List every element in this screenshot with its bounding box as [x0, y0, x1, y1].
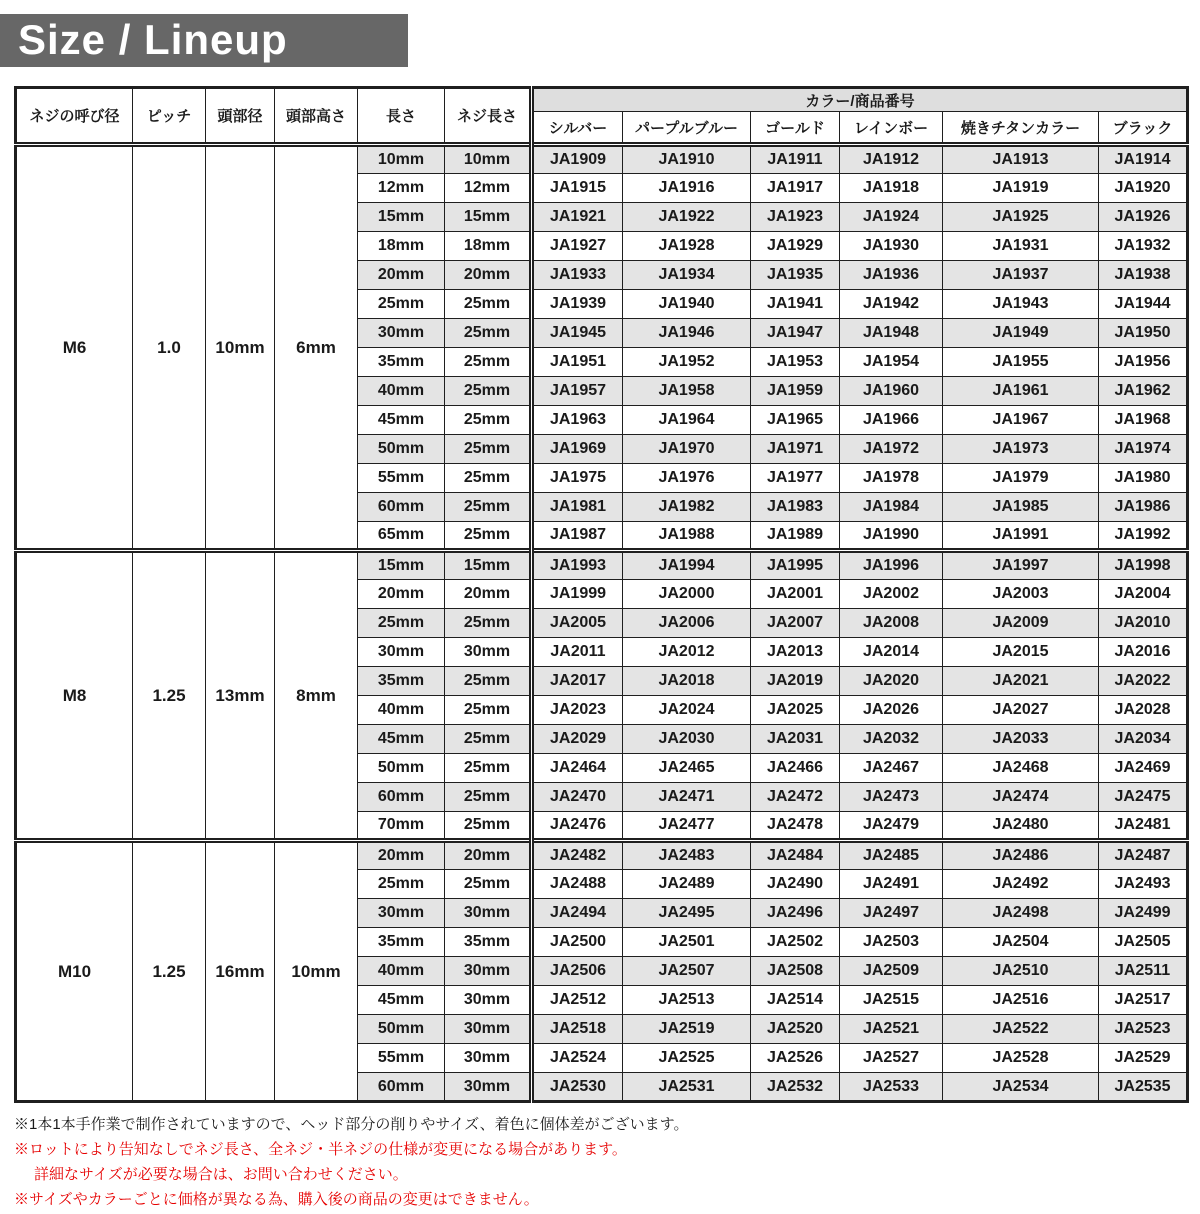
thread-length-cell: 25mm	[445, 290, 532, 319]
product-code-cell: JA1998	[1099, 551, 1188, 580]
product-code-cell: JA2514	[751, 986, 840, 1015]
product-code-cell: JA1919	[943, 174, 1099, 203]
product-code-cell: JA1914	[1099, 145, 1188, 174]
product-code-cell: JA2004	[1099, 580, 1188, 609]
thread-length-cell: 25mm	[445, 696, 532, 725]
header-head-height: 頭部高さ	[275, 88, 358, 145]
product-code-cell: JA2009	[943, 609, 1099, 638]
product-code-cell: JA2010	[1099, 609, 1188, 638]
product-code-cell: JA1965	[751, 406, 840, 435]
product-code-cell: JA2488	[532, 870, 623, 899]
thread-length-cell: 25mm	[445, 319, 532, 348]
thread-length-cell: 25mm	[445, 377, 532, 406]
product-code-cell: JA1942	[840, 290, 943, 319]
product-code-cell: JA1951	[532, 348, 623, 377]
product-code-cell: JA2006	[623, 609, 751, 638]
length-cell: 35mm	[358, 348, 445, 377]
length-cell: 20mm	[358, 580, 445, 609]
product-code-cell: JA2015	[943, 638, 1099, 667]
product-code-cell: JA2530	[532, 1073, 623, 1102]
length-cell: 18mm	[358, 232, 445, 261]
product-code-cell: JA2465	[623, 754, 751, 783]
product-code-cell: JA1940	[623, 290, 751, 319]
product-code-cell: JA2478	[751, 812, 840, 841]
product-code-cell: JA2479	[840, 812, 943, 841]
product-code-cell: JA2526	[751, 1044, 840, 1073]
page	[0, 14, 1200, 1212]
product-code-cell: JA2521	[840, 1015, 943, 1044]
product-code-cell: JA2485	[840, 841, 943, 870]
product-code-cell: JA1988	[623, 522, 751, 551]
product-code-cell: JA1990	[840, 522, 943, 551]
product-code-cell: JA2473	[840, 783, 943, 812]
thread-length-cell: 25mm	[445, 609, 532, 638]
product-code-cell: JA2002	[840, 580, 943, 609]
thread-length-cell: 30mm	[445, 1044, 532, 1073]
product-code-cell: JA2017	[532, 667, 623, 696]
product-code-cell: JA1996	[840, 551, 943, 580]
product-code-cell: JA2501	[623, 928, 751, 957]
product-code-cell: JA1992	[1099, 522, 1188, 551]
header-head-diameter: 頭部径	[206, 88, 275, 145]
spec-diameter-cell: M8	[16, 551, 133, 841]
product-code-cell: JA2008	[840, 609, 943, 638]
product-code-cell: JA1946	[623, 319, 751, 348]
product-code-cell: JA1935	[751, 261, 840, 290]
product-code-cell: JA2484	[751, 841, 840, 870]
product-code-cell: JA1957	[532, 377, 623, 406]
product-code-cell: JA1979	[943, 464, 1099, 493]
product-code-cell: JA2511	[1099, 957, 1188, 986]
product-code-cell: JA1925	[943, 203, 1099, 232]
header-screw-diameter: ネジの呼び径	[16, 88, 133, 145]
product-code-cell: JA2468	[943, 754, 1099, 783]
spec-diameter-cell: M10	[16, 841, 133, 1102]
product-code-cell: JA1922	[623, 203, 751, 232]
product-code-cell: JA1930	[840, 232, 943, 261]
product-code-cell: JA2470	[532, 783, 623, 812]
length-cell: 65mm	[358, 522, 445, 551]
length-cell: 35mm	[358, 667, 445, 696]
product-code-cell: JA1978	[840, 464, 943, 493]
product-code-cell: JA2033	[943, 725, 1099, 754]
product-code-cell: JA1924	[840, 203, 943, 232]
product-code-cell: JA1920	[1099, 174, 1188, 203]
spec-head-height-cell: 10mm	[275, 841, 358, 1102]
thread-length-cell: 25mm	[445, 406, 532, 435]
product-code-cell: JA2490	[751, 870, 840, 899]
length-cell: 30mm	[358, 899, 445, 928]
size-lineup-table	[14, 86, 1189, 1103]
product-code-cell: JA2472	[751, 783, 840, 812]
thread-length-cell: 25mm	[445, 667, 532, 696]
product-code-cell: JA2471	[623, 783, 751, 812]
product-code-cell: JA1969	[532, 435, 623, 464]
product-code-cell: JA1989	[751, 522, 840, 551]
length-cell: 60mm	[358, 783, 445, 812]
product-code-cell: JA1945	[532, 319, 623, 348]
product-code-cell: JA2482	[532, 841, 623, 870]
product-code-cell: JA1954	[840, 348, 943, 377]
length-cell: 55mm	[358, 1044, 445, 1073]
product-code-cell: JA2509	[840, 957, 943, 986]
header-color-silver: シルバー	[532, 112, 623, 145]
product-code-cell: JA1921	[532, 203, 623, 232]
product-code-cell: JA2531	[623, 1073, 751, 1102]
product-code-cell: JA2029	[532, 725, 623, 754]
length-cell: 15mm	[358, 203, 445, 232]
product-code-cell: JA2475	[1099, 783, 1188, 812]
product-code-cell: JA2005	[532, 609, 623, 638]
thread-length-cell: 25mm	[445, 348, 532, 377]
product-code-cell: JA1977	[751, 464, 840, 493]
product-code-cell: JA1971	[751, 435, 840, 464]
product-code-cell: JA2497	[840, 899, 943, 928]
product-code-cell: JA2469	[1099, 754, 1188, 783]
product-code-cell: JA2510	[943, 957, 1099, 986]
length-cell: 40mm	[358, 696, 445, 725]
product-code-cell: JA2524	[532, 1044, 623, 1073]
note-contact-for-size: 詳細なサイズが必要な場合は、お問い合わせください。	[34, 1166, 408, 1183]
spec-head-height-cell: 8mm	[275, 551, 358, 841]
product-code-cell: JA2028	[1099, 696, 1188, 725]
note-no-exchange: ※サイズやカラーごとに価格が異なる為、購入後の商品の変更はできません。	[14, 1191, 539, 1208]
product-code-cell: JA1916	[623, 174, 751, 203]
product-code-cell: JA1934	[623, 261, 751, 290]
product-code-cell: JA1981	[532, 493, 623, 522]
product-code-cell: JA2504	[943, 928, 1099, 957]
product-code-cell: JA2011	[532, 638, 623, 667]
product-code-cell: JA1987	[532, 522, 623, 551]
thread-length-cell: 20mm	[445, 580, 532, 609]
thread-length-cell: 35mm	[445, 928, 532, 957]
product-code-cell: JA1962	[1099, 377, 1188, 406]
product-code-cell: JA2027	[943, 696, 1099, 725]
product-code-cell: JA1941	[751, 290, 840, 319]
length-cell: 30mm	[358, 638, 445, 667]
product-code-cell: JA2491	[840, 870, 943, 899]
product-code-cell: JA2513	[623, 986, 751, 1015]
header-color-rainbow: レインボー	[840, 112, 943, 145]
length-cell: 30mm	[358, 319, 445, 348]
thread-length-cell: 10mm	[445, 145, 532, 174]
product-code-cell: JA1936	[840, 261, 943, 290]
product-code-cell: JA2466	[751, 754, 840, 783]
length-cell: 25mm	[358, 609, 445, 638]
length-cell: 20mm	[358, 841, 445, 870]
length-cell: 35mm	[358, 928, 445, 957]
note-handmade: ※1本1本手作業で制作されていますので、ヘッド部分の削りやサイズ、着色に個体差がございます。	[14, 1116, 689, 1133]
length-cell: 50mm	[358, 754, 445, 783]
product-code-cell: JA2023	[532, 696, 623, 725]
length-cell: 40mm	[358, 957, 445, 986]
header-thread-length: ネジ長さ	[445, 88, 532, 145]
product-code-cell: JA1933	[532, 261, 623, 290]
thread-length-cell: 30mm	[445, 1073, 532, 1102]
length-cell: 45mm	[358, 986, 445, 1015]
product-code-cell: JA1917	[751, 174, 840, 203]
header-length: 長さ	[358, 88, 445, 145]
product-code-cell: JA2003	[943, 580, 1099, 609]
thread-length-cell: 25mm	[445, 522, 532, 551]
product-code-cell: JA2506	[532, 957, 623, 986]
product-code-cell: JA1999	[532, 580, 623, 609]
product-code-cell: JA2512	[532, 986, 623, 1015]
length-cell: 45mm	[358, 406, 445, 435]
product-code-cell: JA1980	[1099, 464, 1188, 493]
product-code-cell: JA2533	[840, 1073, 943, 1102]
header-color-purple-blue: パープルブルー	[623, 112, 751, 145]
product-code-cell: JA2019	[751, 667, 840, 696]
product-code-cell: JA1955	[943, 348, 1099, 377]
product-code-cell: JA1923	[751, 203, 840, 232]
product-code-cell: JA2000	[623, 580, 751, 609]
product-code-cell: JA2518	[532, 1015, 623, 1044]
length-cell: 25mm	[358, 870, 445, 899]
product-code-cell: JA2523	[1099, 1015, 1188, 1044]
product-code-cell: JA1943	[943, 290, 1099, 319]
product-code-cell: JA1967	[943, 406, 1099, 435]
thread-length-cell: 20mm	[445, 261, 532, 290]
spec-pitch-cell: 1.25	[133, 551, 206, 841]
product-code-cell: JA2021	[943, 667, 1099, 696]
product-code-cell: JA2507	[623, 957, 751, 986]
length-cell: 12mm	[358, 174, 445, 203]
product-code-cell: JA2508	[751, 957, 840, 986]
product-code-cell: JA2031	[751, 725, 840, 754]
product-code-cell: JA2529	[1099, 1044, 1188, 1073]
product-code-cell: JA1913	[943, 145, 1099, 174]
product-code-cell: JA2492	[943, 870, 1099, 899]
product-code-cell: JA2517	[1099, 986, 1188, 1015]
note-lot-spec-change: ※ロットにより告知なしでネジ長さ、全ネジ・半ネジの仕様が変更になる場合があります。	[14, 1141, 627, 1158]
header-color-black: ブラック	[1099, 112, 1188, 145]
title-banner: Size / Lineup	[0, 14, 408, 67]
product-code-cell: JA2500	[532, 928, 623, 957]
product-code-cell: JA2494	[532, 899, 623, 928]
thread-length-cell: 25mm	[445, 435, 532, 464]
product-code-cell: JA2534	[943, 1073, 1099, 1102]
thread-length-cell: 25mm	[445, 870, 532, 899]
product-code-cell: JA2503	[840, 928, 943, 957]
product-code-cell: JA1909	[532, 145, 623, 174]
product-code-cell: JA2535	[1099, 1073, 1188, 1102]
product-code-cell: JA2522	[943, 1015, 1099, 1044]
product-code-cell: JA2025	[751, 696, 840, 725]
product-code-cell: JA2034	[1099, 725, 1188, 754]
product-code-cell: JA2502	[751, 928, 840, 957]
product-code-cell: JA1974	[1099, 435, 1188, 464]
product-code-cell: JA2519	[623, 1015, 751, 1044]
product-code-cell: JA2476	[532, 812, 623, 841]
product-code-cell: JA1937	[943, 261, 1099, 290]
product-code-cell: JA1932	[1099, 232, 1188, 261]
product-code-cell: JA2498	[943, 899, 1099, 928]
thread-length-cell: 25mm	[445, 725, 532, 754]
product-code-cell: JA2505	[1099, 928, 1188, 957]
product-code-cell: JA2525	[623, 1044, 751, 1073]
length-cell: 25mm	[358, 290, 445, 319]
product-code-cell: JA2516	[943, 986, 1099, 1015]
product-code-cell: JA2032	[840, 725, 943, 754]
thread-length-cell: 30mm	[445, 1015, 532, 1044]
product-code-cell: JA2474	[943, 783, 1099, 812]
header-pitch: ピッチ	[133, 88, 206, 145]
thread-length-cell: 15mm	[445, 203, 532, 232]
product-code-cell: JA1982	[623, 493, 751, 522]
thread-length-cell: 25mm	[445, 783, 532, 812]
product-code-cell: JA1939	[532, 290, 623, 319]
product-code-cell: JA1928	[623, 232, 751, 261]
product-code-cell: JA2014	[840, 638, 943, 667]
length-cell: 10mm	[358, 145, 445, 174]
product-code-cell: JA2493	[1099, 870, 1188, 899]
spec-diameter-cell: M6	[16, 145, 133, 551]
product-code-cell: JA1927	[532, 232, 623, 261]
product-code-cell: JA1963	[532, 406, 623, 435]
length-cell: 50mm	[358, 435, 445, 464]
product-code-cell: JA2026	[840, 696, 943, 725]
product-code-cell: JA1949	[943, 319, 1099, 348]
product-code-cell: JA2467	[840, 754, 943, 783]
product-code-cell: JA1984	[840, 493, 943, 522]
thread-length-cell: 30mm	[445, 638, 532, 667]
thread-length-cell: 18mm	[445, 232, 532, 261]
length-cell: 20mm	[358, 261, 445, 290]
thread-length-cell: 20mm	[445, 841, 532, 870]
thread-length-cell: 30mm	[445, 899, 532, 928]
product-code-cell: JA1994	[623, 551, 751, 580]
length-cell: 40mm	[358, 377, 445, 406]
product-code-cell: JA2016	[1099, 638, 1188, 667]
product-code-cell: JA1976	[623, 464, 751, 493]
product-code-cell: JA2020	[840, 667, 943, 696]
header-color-burnt-titanium: 焼きチタンカラー	[943, 112, 1099, 145]
product-code-cell: JA2013	[751, 638, 840, 667]
product-code-cell: JA2487	[1099, 841, 1188, 870]
thread-length-cell: 15mm	[445, 551, 532, 580]
product-code-cell: JA1993	[532, 551, 623, 580]
product-code-cell: JA2001	[751, 580, 840, 609]
product-code-cell: JA1991	[943, 522, 1099, 551]
length-cell: 50mm	[358, 1015, 445, 1044]
spec-pitch-cell: 1.0	[133, 145, 206, 551]
header-color-product-number: カラー/商品番号	[532, 88, 1188, 112]
product-code-cell: JA1985	[943, 493, 1099, 522]
product-code-cell: JA1970	[623, 435, 751, 464]
thread-length-cell: 12mm	[445, 174, 532, 203]
spec-head-height-cell: 6mm	[275, 145, 358, 551]
product-code-cell: JA1973	[943, 435, 1099, 464]
product-code-cell: JA2012	[623, 638, 751, 667]
product-code-cell: JA1966	[840, 406, 943, 435]
product-code-cell: JA2481	[1099, 812, 1188, 841]
thread-length-cell: 25mm	[445, 754, 532, 783]
product-code-cell: JA1910	[623, 145, 751, 174]
product-code-cell: JA1960	[840, 377, 943, 406]
product-code-cell: JA1929	[751, 232, 840, 261]
product-code-cell: JA2022	[1099, 667, 1188, 696]
product-code-cell: JA1948	[840, 319, 943, 348]
product-code-cell: JA1950	[1099, 319, 1188, 348]
product-code-cell: JA2489	[623, 870, 751, 899]
spec-head-diameter-cell: 13mm	[206, 551, 275, 841]
product-code-cell: JA1995	[751, 551, 840, 580]
product-code-cell: JA1944	[1099, 290, 1188, 319]
product-code-cell: JA1997	[943, 551, 1099, 580]
product-code-cell: JA2495	[623, 899, 751, 928]
product-code-cell: JA2030	[623, 725, 751, 754]
product-code-cell: JA1975	[532, 464, 623, 493]
spec-pitch-cell: 1.25	[133, 841, 206, 1102]
product-code-cell: JA2532	[751, 1073, 840, 1102]
product-code-cell: JA1959	[751, 377, 840, 406]
product-code-cell: JA1912	[840, 145, 943, 174]
length-cell: 60mm	[358, 1073, 445, 1102]
product-code-cell: JA1918	[840, 174, 943, 203]
product-code-cell: JA1911	[751, 145, 840, 174]
footer-notes	[14, 1112, 1200, 1212]
header-color-gold: ゴールド	[751, 112, 840, 145]
product-code-cell: JA1983	[751, 493, 840, 522]
product-code-cell: JA1956	[1099, 348, 1188, 377]
product-code-cell: JA1952	[623, 348, 751, 377]
length-cell: 15mm	[358, 551, 445, 580]
thread-length-cell: 25mm	[445, 812, 532, 841]
product-code-cell: JA1964	[623, 406, 751, 435]
length-cell: 60mm	[358, 493, 445, 522]
product-code-cell: JA2018	[623, 667, 751, 696]
product-code-cell: JA2480	[943, 812, 1099, 841]
length-cell: 45mm	[358, 725, 445, 754]
product-code-cell: JA2496	[751, 899, 840, 928]
product-code-cell: JA1931	[943, 232, 1099, 261]
thread-length-cell: 25mm	[445, 464, 532, 493]
product-code-cell: JA2520	[751, 1015, 840, 1044]
product-code-cell: JA2486	[943, 841, 1099, 870]
product-code-cell: JA1958	[623, 377, 751, 406]
product-code-cell: JA1953	[751, 348, 840, 377]
product-code-cell: JA1986	[1099, 493, 1188, 522]
product-code-cell: JA2464	[532, 754, 623, 783]
product-code-cell: JA1972	[840, 435, 943, 464]
length-cell: 55mm	[358, 464, 445, 493]
spec-head-diameter-cell: 10mm	[206, 145, 275, 551]
thread-length-cell: 25mm	[445, 493, 532, 522]
product-code-cell: JA1947	[751, 319, 840, 348]
thread-length-cell: 30mm	[445, 986, 532, 1015]
product-code-cell: JA2527	[840, 1044, 943, 1073]
product-code-cell: JA1926	[1099, 203, 1188, 232]
product-code-cell: JA2515	[840, 986, 943, 1015]
length-cell: 70mm	[358, 812, 445, 841]
product-code-cell: JA1938	[1099, 261, 1188, 290]
product-code-cell: JA2007	[751, 609, 840, 638]
product-code-cell: JA2477	[623, 812, 751, 841]
product-code-cell: JA1961	[943, 377, 1099, 406]
product-code-cell: JA1915	[532, 174, 623, 203]
product-code-cell: JA2499	[1099, 899, 1188, 928]
product-code-cell: JA2483	[623, 841, 751, 870]
product-code-cell: JA1968	[1099, 406, 1188, 435]
product-code-cell: JA2528	[943, 1044, 1099, 1073]
product-code-cell: JA2024	[623, 696, 751, 725]
spec-head-diameter-cell: 16mm	[206, 841, 275, 1102]
thread-length-cell: 30mm	[445, 957, 532, 986]
